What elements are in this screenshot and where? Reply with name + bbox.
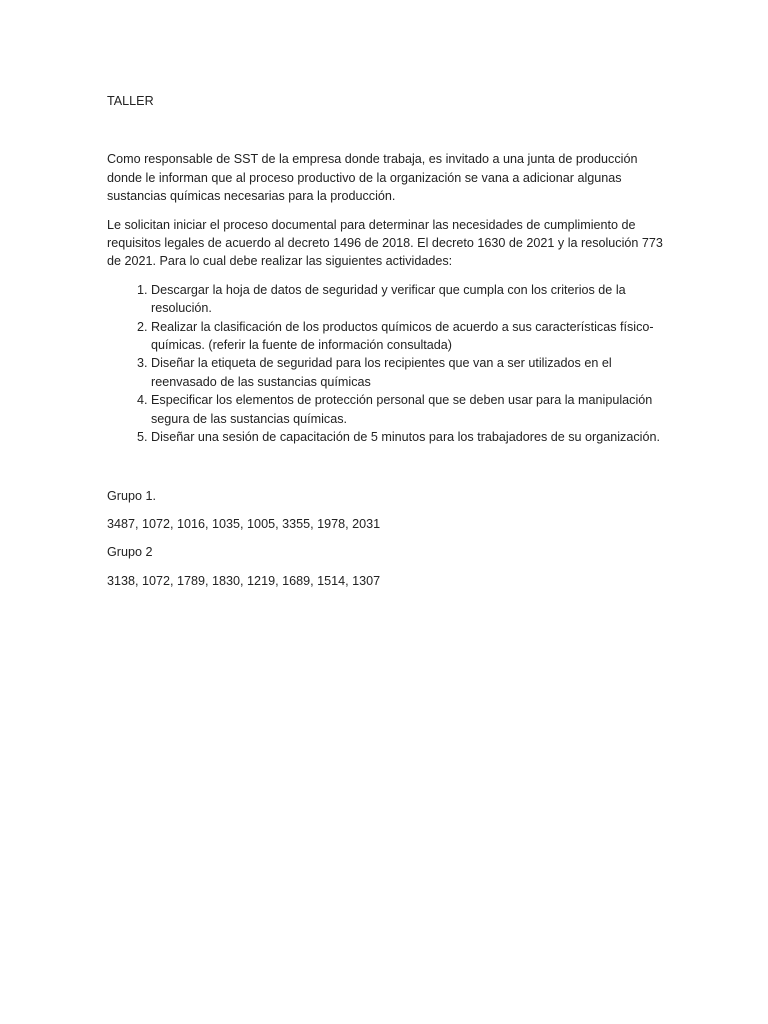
- activities-list: [107, 281, 663, 447]
- group-1-label: Grupo 1.: [107, 488, 157, 503]
- group-2-codes: 3138, 1072, 1789, 1830, 1219, 1689, 1514, 1307: [107, 573, 381, 588]
- group-2-label: Grupo 2: [107, 545, 153, 560]
- activity-item: 5. Diseñar una sesión de capacitación de 5 minutos para los trabajadores de su organización.: [151, 428, 663, 446]
- activity-item: 1. Descargar la hoja de datos de seguridad y verificar que cumpla con los criterios de la resolución.: [151, 281, 663, 318]
- document-title: TALLER: [107, 94, 154, 108]
- activity-item: 4. Especificar los elementos de protección personal que se deben usar para la manipulación segura de las sustancias químicas.: [151, 391, 663, 428]
- requirements-paragraph: Le solicitan iniciar el proceso documental para determinar las necesidades de cumplimiento de requisitos legales de acuerdo al decreto 1496 de 2018. El decreto 1630 de 2021 y la resolución 773 de 2021. Para lo cual debe realizar las siguientes actividades:: [107, 217, 663, 269]
- document-body: [107, 92, 663, 600]
- activity-item: 3. Diseñar la etiqueta de seguridad para los recipientes que van a ser utilizados en el reenvasado de las sustancias químicas: [151, 354, 663, 391]
- intro-paragraph: Como responsable de SST de la empresa donde trabaja, es invitado a una junta de producción donde le informan que al proceso productivo de la organización se vana a adicionar algunas sustancias químicas necesarias para la producción.: [107, 152, 638, 204]
- activity-item: 2. Realizar la clasificación de los productos químicos de acuerdo a sus características físico-químicas. (referir la fuente de información consultada): [151, 318, 663, 355]
- group-1-codes: 3487, 1072, 1016, 1035, 1005, 3355, 1978, 2031: [107, 516, 381, 531]
